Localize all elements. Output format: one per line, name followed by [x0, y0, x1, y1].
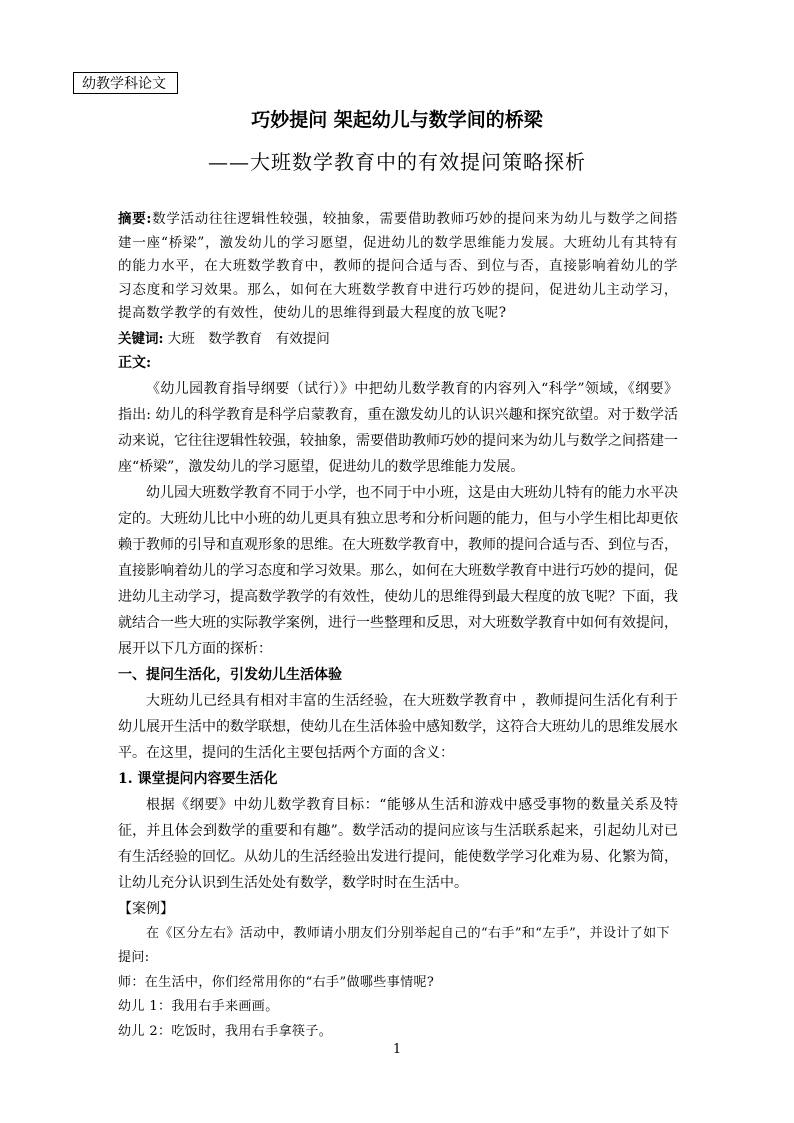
case-intro: 在《区分左右》活动中，教师请小朋友们分别举起自己的“右手”和“左手”，并设计了如下提问:: [118, 925, 670, 965]
paper-title: 巧妙提问 架起幼儿与数学间的桥梁: [251, 109, 543, 131]
abstract: [118, 208, 678, 326]
document-body: [118, 208, 678, 1044]
body-paragraph-1: 《幼儿园教育指导纲要（试行）》中把幼儿数学教育的内容列入“科学”领域，《纲要》指出: 幼儿的科学教育是科学启蒙教育，重在激发幼儿的认识兴趣和探究欲望。对于数学活动来说，它往往逻辑性较强，较抽象，需要借助教师巧妙的提问来为幼儿与数学之间搭建一座“桥梁”，激发幼儿的学习愿望，促进幼儿的数学思维能力发展。: [118, 380, 678, 475]
paper-subtitle: ——大班数学教育中的有效提问策略探析: [208, 150, 586, 174]
abstract-label: 摘要:: [118, 211, 153, 227]
case-label: 【案例】: [118, 900, 174, 917]
keywords: [118, 328, 678, 350]
case-line-3: 幼儿 2：吃饭时，我用右手拿筷子。: [118, 1023, 333, 1039]
body-paragraph-2: 幼儿园大班数学教育不同于小学，也不同于中小班，这是由大班幼儿特有的能力水平决定的。大班幼儿比中小班的幼儿更具有独立思考和分析问题的能力，但与小学生相比却更依赖于教师的引导和直观形象的思维。在大班数学教育中，教师的提问合适与否、到位与否，直接影响着幼儿的学习态度和学习效果。那么，如何在大班数学教育中进行巧妙的提问，促进幼儿主动学习，提高数学教学的有效性，使幼儿的思维得到最大程度的放飞呢？下面，我就结合一些大班的实际教学案例，进行一些整理和反思，对大班数学教育中如何有效提问，展开以下几方面的探析：: [118, 484, 678, 657]
page-number: 1: [392, 1042, 402, 1057]
section-heading-1: 一、提问生活化，引发幼儿生活体验: [118, 666, 342, 683]
body-label: 正文:: [118, 354, 152, 371]
subsection-heading-1: 1. 课堂提问内容要生活化: [118, 770, 278, 787]
keywords-label: 关键词:: [118, 330, 164, 347]
section-paragraph-1: 大班幼儿已经具有相对丰富的生活经验，在大班数学教育中 ，教师提问生活化有利于幼儿展开生活中的数学联想，使幼儿在生活体验中感知数学，这符合大班幼儿的思维发展水平。在这里，提问的生活化主要包括两个方面的含义：: [118, 692, 678, 761]
category-tag: 幼教学科论文: [73, 72, 178, 94]
abstract-text: 数学活动往往逻辑性较强，较抽象，需要借助教师巧妙的提问来为幼儿与数学之间搭建一座“桥梁”，激发幼儿的学习愿望，促进幼儿的数学思维能力发展。大班幼儿有其特有的能力水平，在大班数学教育中，教师的提问合适与否、到位与否，直接影响着幼儿的学习态度和学习效果。那么，如何在大班数学教育中进行巧妙的提问，促进幼儿主动学习，提高数学教学的有效性，使幼儿的思维得到最大程度的放飞呢?: [118, 211, 678, 321]
subsection-paragraph-1: 根据《纲要》中幼儿数学教育目标：“能够从生活和游戏中感受事物的数量关系及特征，并且体会到数学的重要和有趣”。数学活动的提问应该与生活联系起来，引起幼儿对已有生活经验的回忆。从幼儿的生活经验出发进行提问，能使数学学习化难为易、化繁为简，让幼儿充分认识到生活处处有数学，数学时时在生活中。: [118, 796, 678, 891]
case-line-1: 师：在生活中，你们经常用你的“右手”做哪些事情呢?: [118, 974, 435, 990]
keywords-text: 大班 数学教育 有效提问: [167, 330, 330, 347]
case-line-2: 幼儿 1：我用右手来画画。: [118, 999, 279, 1014]
